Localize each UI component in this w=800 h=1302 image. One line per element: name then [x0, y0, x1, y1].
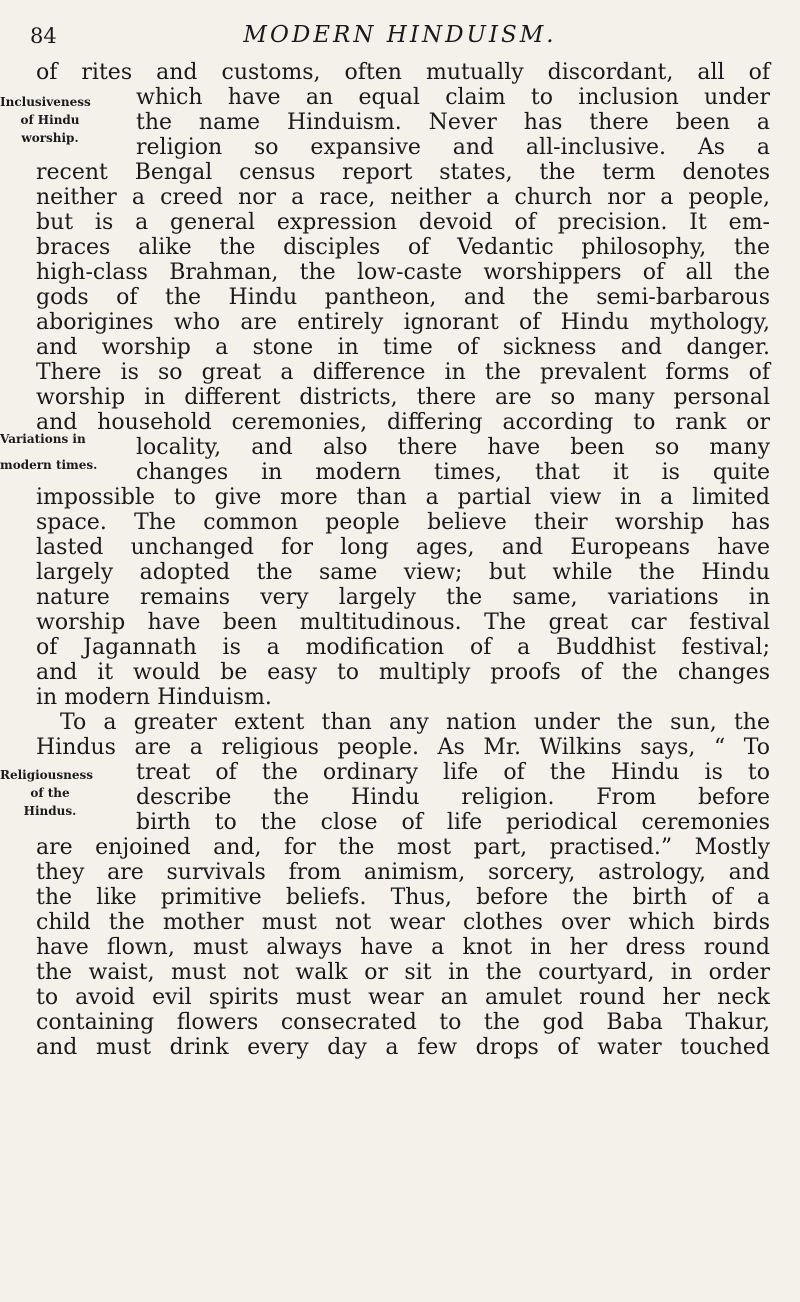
text-line: high-class Brahman, the low-caste worshippers of all the: [36, 260, 770, 285]
text-line: religion so expansive and all-inclusive. As a: [136, 135, 770, 160]
text-line: changes in modern times, that it is quite: [136, 460, 770, 485]
text-line: neither a creed nor a race, neither a church nor a people,: [36, 185, 770, 210]
text-line: aborigines who are entirely ignorant of Hindu mythology,: [36, 310, 770, 335]
text-line: to avoid evil spirits must wear an amulet round her neck: [36, 985, 770, 1010]
text-line: impossible to give more than a partial view in a limited: [36, 485, 770, 510]
text-line: worship have been multitudinous. The great car festival: [36, 610, 770, 635]
page-number: 84: [30, 24, 57, 48]
text-line: the waist, must not walk or sit in the courtyard, in order: [36, 960, 770, 985]
sidenote-line: worship.: [21, 131, 79, 145]
text-line: To a greater extent than any nation under the sun, the: [60, 710, 770, 735]
sidenote-line: of the: [30, 786, 70, 800]
text-line: the like primitive beliefs. Thus, before the birth of a: [36, 885, 770, 910]
sidenote-line: Religiousness: [0, 768, 94, 782]
sidenote-line: Variations in: [0, 432, 86, 446]
text-line: space. The common people believe their worship has: [36, 510, 770, 535]
text-line: nature remains very largely the same, variations in: [36, 585, 770, 610]
text-line: are enjoined and, for the most part, practised.” Mostly: [36, 835, 770, 860]
text-line: child the mother must not wear clothes over which birds: [36, 910, 770, 935]
text-line: largely adopted the same view; but while the Hindu: [36, 560, 770, 585]
sidenote-line: Hindus.: [23, 804, 77, 818]
text-line: they are survivals from animism, sorcery, astrology, and: [36, 860, 770, 885]
text-line: of rites and customs, often mutually discordant, all of: [36, 60, 770, 85]
text-line: and worship a stone in time of sickness and danger.: [36, 335, 770, 360]
sidenote-religiousness: [0, 768, 100, 818]
text-line: in modern Hinduism.: [36, 685, 272, 710]
text-line: of Jagannath is a modification of a Buddhist festival;: [36, 635, 770, 660]
sidenote-line: of Hindu: [20, 113, 80, 127]
text-line: Hindus are a religious people. As Mr. Wilkins says, “ To: [36, 735, 770, 760]
text-line: and must drink every day a few drops of water touched: [36, 1035, 770, 1060]
body-text: [0, 60, 770, 1060]
text-line: but is a general expression devoid of precision. It em-: [36, 210, 770, 235]
text-line: treat of the ordinary life of the Hindu is to: [136, 760, 770, 785]
text-line: lasted unchanged for long ages, and Europeans have: [36, 535, 770, 560]
sidenote-line: modern times.: [0, 458, 98, 472]
text-line: which have an equal claim to inclusion under: [136, 85, 770, 110]
text-line: have flown, must always have a knot in her dress round: [36, 935, 770, 960]
text-line: and it would be easy to multiply proofs of the changes: [36, 660, 770, 685]
text-line: birth to the close of life periodical ceremonies: [136, 810, 770, 835]
text-line: braces alike the disciples of Vedantic philosophy, the: [36, 235, 770, 260]
sidenote-variations: [0, 432, 100, 472]
running-title: MODERN HINDUISM.: [243, 22, 557, 48]
text-line: locality, and also there have been so many: [136, 435, 770, 460]
text-line: recent Bengal census report states, the term denotes: [36, 160, 770, 185]
text-line: and household ceremonies, differing according to rank or: [36, 410, 770, 435]
sidenote-inclusiveness: [0, 95, 100, 145]
text-line: gods of the Hindu pantheon, and the semi-barbarous: [36, 285, 770, 310]
page-header: [30, 20, 770, 60]
text-line: containing flowers consecrated to the god Baba Thakur,: [36, 1010, 770, 1035]
text-line: describe the Hindu religion. From before: [136, 785, 770, 810]
sidenote-line: Inclusiveness: [0, 95, 91, 109]
text-line: There is so great a difference in the prevalent forms of: [36, 360, 770, 385]
text-line: worship in different districts, there are so many personal: [36, 385, 770, 410]
text-line: the name Hinduism. Never has there been a: [136, 110, 770, 135]
